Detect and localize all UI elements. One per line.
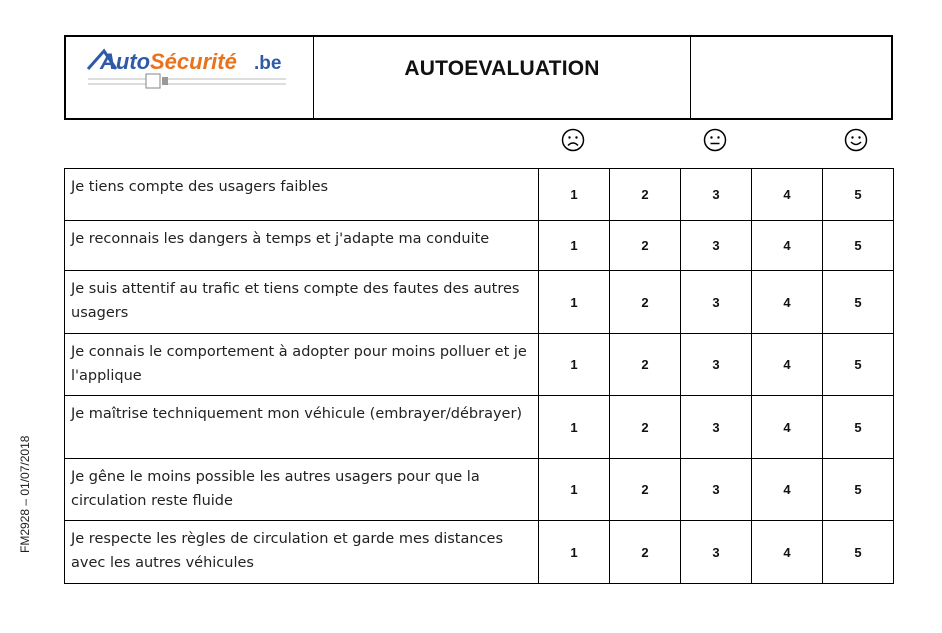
score-cell-2[interactable]: 2	[610, 169, 681, 221]
score-cell-5[interactable]: 5	[823, 271, 894, 334]
criterion-label: Je connais le comportement à adopter pour moins polluer et je l'applique	[65, 334, 539, 396]
score-cell-1[interactable]: 1	[539, 459, 610, 521]
logo-text-domain: .be	[254, 53, 282, 74]
title-cell	[314, 37, 691, 118]
score-cell-5[interactable]: 5	[823, 459, 894, 521]
table-row	[65, 521, 894, 584]
criterion-label: Je suis attentif au trafic et tiens compte des fautes des autres usagers	[65, 271, 539, 334]
happy-face-icon	[844, 128, 868, 152]
score-cell-2[interactable]: 2	[610, 521, 681, 584]
criterion-label: Je gêne le moins possible les autres usagers pour que la circulation reste fluide	[65, 459, 539, 521]
score-cell-2[interactable]: 2	[610, 459, 681, 521]
score-cell-3[interactable]: 3	[681, 459, 752, 521]
criterion-label: Je tiens compte des usagers faibles	[65, 169, 539, 221]
table-row	[65, 396, 894, 459]
score-cell-2[interactable]: 2	[610, 334, 681, 396]
score-cell-2[interactable]: 2	[610, 271, 681, 334]
score-cell-3[interactable]: 3	[681, 271, 752, 334]
criterion-label: Je respecte les règles de circulation et garde mes distances avec les autres véhicules	[65, 521, 539, 584]
score-cell-5[interactable]: 5	[823, 221, 894, 271]
score-cell-4[interactable]: 4	[752, 459, 823, 521]
page-title: AUTOEVALUATION	[404, 57, 600, 80]
score-cell-2[interactable]: 2	[610, 396, 681, 459]
score-cell-1[interactable]: 1	[539, 396, 610, 459]
score-cell-5[interactable]: 5	[823, 169, 894, 221]
score-cell-4[interactable]: 4	[752, 271, 823, 334]
header-box	[64, 35, 893, 120]
table-row	[65, 334, 894, 396]
score-cell-1[interactable]: 1	[539, 271, 610, 334]
logo-cell	[66, 37, 314, 118]
logo-text-auto: Auto	[100, 49, 151, 74]
score-cell-3[interactable]: 3	[681, 521, 752, 584]
score-cell-2[interactable]: 2	[610, 221, 681, 271]
score-cell-1[interactable]: 1	[539, 221, 610, 271]
neutral-face-icon	[703, 128, 727, 152]
document-code: FM2928 – 01/07/2018	[18, 435, 32, 553]
score-cell-3[interactable]: 3	[681, 221, 752, 271]
score-cell-3[interactable]: 3	[681, 334, 752, 396]
autosecurite-logo	[86, 43, 296, 115]
sad-face-icon	[561, 128, 585, 152]
score-cell-1[interactable]: 1	[539, 334, 610, 396]
table-row	[65, 459, 894, 521]
table-row	[65, 221, 894, 271]
table-row	[65, 271, 894, 334]
table-row	[65, 169, 894, 221]
score-cell-1[interactable]: 1	[539, 521, 610, 584]
score-cell-5[interactable]: 5	[823, 334, 894, 396]
score-cell-4[interactable]: 4	[752, 396, 823, 459]
blank-cell	[691, 37, 891, 118]
score-cell-5[interactable]: 5	[823, 521, 894, 584]
criterion-label: Je reconnais les dangers à temps et j'adapte ma conduite	[65, 221, 539, 271]
score-cell-3[interactable]: 3	[681, 169, 752, 221]
score-cell-5[interactable]: 5	[823, 396, 894, 459]
score-cell-3[interactable]: 3	[681, 396, 752, 459]
score-cell-4[interactable]: 4	[752, 334, 823, 396]
faces-row	[0, 128, 942, 158]
score-cell-4[interactable]: 4	[752, 221, 823, 271]
logo-text-securite: Sécurité	[150, 49, 237, 74]
score-cell-4[interactable]: 4	[752, 521, 823, 584]
criterion-label: Je maîtrise techniquement mon véhicule (embrayer/débrayer)	[65, 396, 539, 459]
score-cell-4[interactable]: 4	[752, 169, 823, 221]
evaluation-table	[64, 168, 894, 584]
score-cell-1[interactable]: 1	[539, 169, 610, 221]
